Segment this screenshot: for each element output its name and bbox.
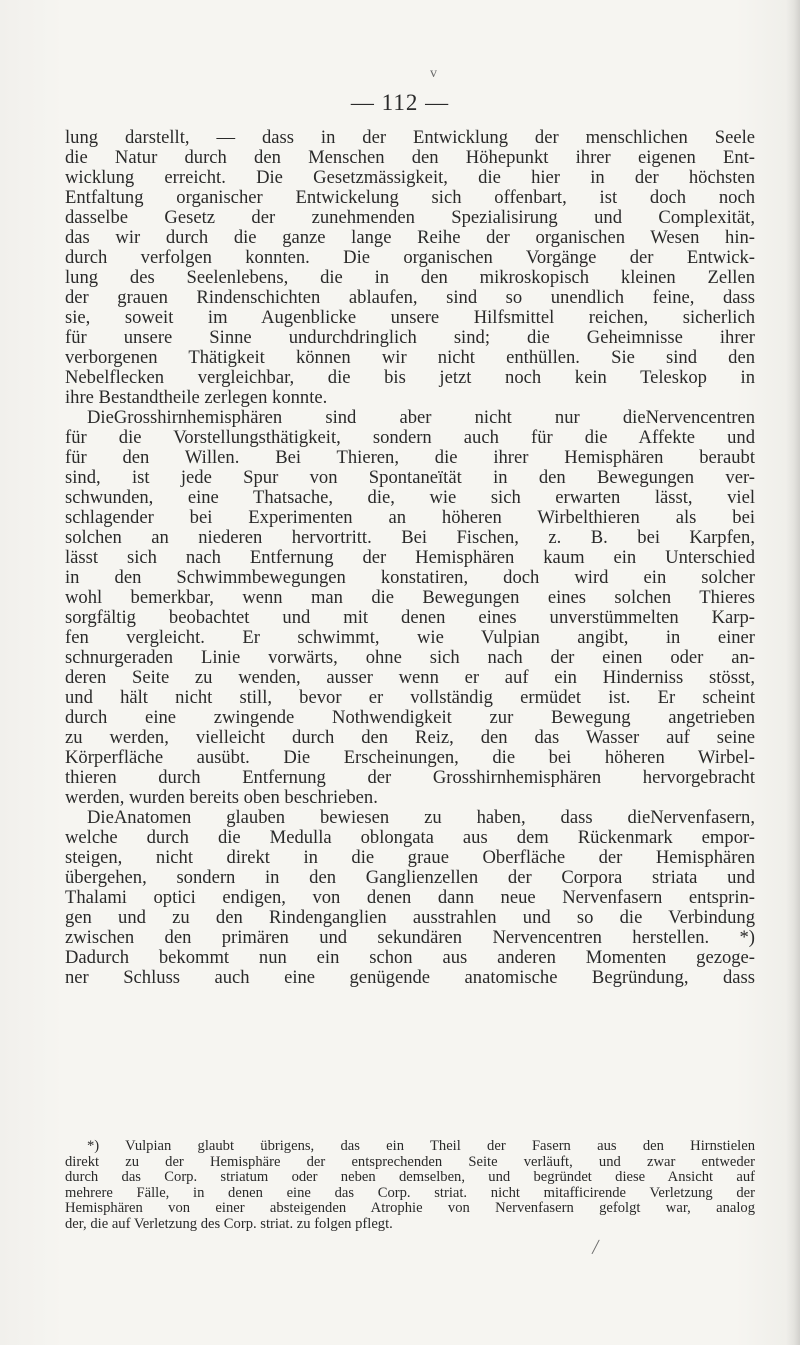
text-line: ihre Bestandtheile zerlegen konnte. xyxy=(65,387,328,408)
text-line: deren Seite zu wenden, ausser wenn er auf ein Hinderniss stösst, xyxy=(65,667,755,688)
text-line: DieGrosshirnhemisphären sind aber nicht nur dieNervencentren xyxy=(87,407,755,428)
body-text xyxy=(65,128,755,988)
text-line: schwunden, eine Thatsache, die, wie sich erwarten lässt, viel xyxy=(65,487,755,508)
footnote-line: direkt zu der Hemisphäre der entsprechenden Seite verläuft, und zwar entweder xyxy=(65,1153,755,1170)
text-line: steigen, nicht direkt in die graue Oberfläche der Hemisphären xyxy=(65,847,755,868)
bottom-stray-mark: ╱ xyxy=(592,1240,600,1254)
text-line: werden, wurden bereits oben beschrieben. xyxy=(65,787,378,808)
text-line: verborgenen Thätigkeit können wir nicht enthüllen. Sie sind den xyxy=(65,347,755,368)
text-line: schnurgeraden Linie vorwärts, ohne sich nach der einen oder an- xyxy=(65,647,755,668)
text-line: in den Schwimmbewegungen konstatiren, doch wird ein solcher xyxy=(65,567,755,588)
text-line: thieren durch Entfernung der Grosshirnhemisphären hervorgebracht xyxy=(65,767,755,788)
text-line: Entfaltung organischer Entwickelung sich offenbart, ist doch noch xyxy=(65,187,755,208)
text-line: lung des Seelenlebens, die in den mikroskopisch kleinen Zellen xyxy=(65,267,755,288)
text-line: welche durch die Medulla oblongata aus dem Rückenmark empor- xyxy=(65,827,755,848)
top-stray-mark: v xyxy=(430,66,437,81)
text-line: sie, soweit im Augenblicke unsere Hilfsmittel reichen, sicherlich xyxy=(65,307,755,328)
footnote-line: *) Vulpian glaubt übrigens, das ein Theil der Fasern aus den Hirnstielen xyxy=(87,1138,755,1154)
text-line: lung darstellt, — dass in der Entwicklung der menschlichen Seele xyxy=(65,127,755,148)
text-line: sind, ist jede Spur von Spontaneïtät in den Bewegungen ver- xyxy=(65,467,755,488)
text-line: der grauen Rindenschichten ablaufen, sind so unendlich feine, dass xyxy=(65,287,755,308)
footnote-line: der, die auf Verletzung des Corp. striat. zu folgen pflegt. xyxy=(65,1215,393,1232)
text-line: lässt sich nach Entfernung der Hemisphären kaum ein Unterschied xyxy=(65,547,755,568)
footnote-line: durch das Corp. striatum oder neben demselben, und begründet diese Ansicht auf xyxy=(65,1169,755,1186)
text-line: das wir durch die ganze lange Reihe der organischen Wesen hin- xyxy=(65,227,755,248)
text-line: wicklung erreicht. Die Gesetzmässigkeit, die hier in der höchsten xyxy=(65,167,755,188)
text-line: sorgfältig beobachtet und mit denen eines unverstümmelten Karp- xyxy=(65,607,755,628)
text-line: wohl bemerkbar, wenn man die Bewegungen eines solchen Thieres xyxy=(65,587,755,608)
text-line: die Natur durch den Menschen den Höhepunkt ihrer eigenen Ent- xyxy=(65,147,755,168)
text-line: gen und zu den Rindenganglien ausstrahlen und so die Verbindung xyxy=(65,907,755,928)
text-line: solchen an niederen hervortritt. Bei Fischen, z. B. bei Karpfen, xyxy=(65,527,755,548)
text-line: Thalami optici endigen, von denen dann neue Nervenfasern entsprin- xyxy=(65,887,755,908)
text-line: Nebelflecken vergleichbar, die bis jetzt noch kein Teleskop in xyxy=(65,367,755,388)
text-line: fen vergleicht. Er schwimmt, wie Vulpian angibt, in einer xyxy=(65,627,755,648)
footnote-line: Hemisphären von einer absteigenden Atrophie von Nervenfasern gefolgt war, analog xyxy=(65,1200,755,1217)
text-line: zwischen den primären und sekundären Nervencentren herstellen. *) xyxy=(65,927,755,948)
text-line: ner Schluss auch eine genügende anatomische Begründung, dass xyxy=(65,967,755,988)
footnote xyxy=(65,1139,755,1233)
text-line: und hält nicht still, bevor er vollständig ermüdet ist. Er scheint xyxy=(65,687,755,708)
text-line: schlagender bei Experimenten an höheren Wirbelthieren als bei xyxy=(65,507,755,528)
page-number: — 112 — xyxy=(350,90,450,115)
text-line: übergehen, sondern in den Ganglienzellen der Corpora striata und xyxy=(65,867,755,888)
text-line: für den Willen. Bei Thieren, die ihrer Hemisphären beraubt xyxy=(65,447,755,468)
text-line: Dadurch bekommt nun ein schon aus anderen Momenten gezoge- xyxy=(65,947,755,968)
text-line: Körperfläche ausübt. Die Erscheinungen, die bei höheren Wirbel- xyxy=(65,747,755,768)
text-line: durch eine zwingende Nothwendigkeit zur Bewegung angetrieben xyxy=(65,707,755,728)
footnote-line: mehrere Fälle, in denen eine das Corp. striat. nicht mitafficirende Verletzung der xyxy=(65,1184,755,1201)
text-line: dasselbe Gesetz der zunehmenden Spezialisirung und Complexität, xyxy=(65,207,755,228)
text-line: für die Vorstellungsthätigkeit, sondern auch für die Affekte und xyxy=(65,427,755,448)
text-line: DieAnatomen glauben bewiesen zu haben, dass dieNervenfasern, xyxy=(87,807,755,828)
page-edge-shadow xyxy=(786,0,800,1345)
text-line: für unsere Sinne undurchdringlich sind; die Geheimnisse ihrer xyxy=(65,327,755,348)
text-line: zu werden, vielleicht durch den Reiz, den das Wasser auf seine xyxy=(65,727,755,748)
text-line: durch verfolgen konnten. Die organischen Vorgänge der Entwick- xyxy=(65,247,755,268)
